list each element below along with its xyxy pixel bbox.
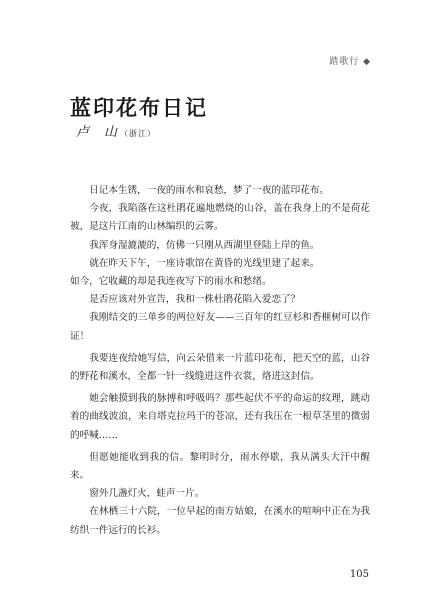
- paragraph: 在林栖三十六院，一位早起的南方姑娘，在溪水的喧响中正在为我纺织一件远行的长衫。: [70, 506, 370, 536]
- author-line: [76, 121, 156, 140]
- paragraph: 今夜，我陷落在这杜鹃花遍地燃烧的山谷，盖在我身上的不是荷花被，是这片江南的山林编织的云雾。: [70, 203, 370, 233]
- paragraph: 但愿她能收到我的信。黎明时分，雨水停歇，我从满头大汗中醒来。: [70, 451, 370, 482]
- paragraph: 日记本生锈，一夜的雨水和哀愁，梦了一夜的蓝印花布。: [89, 185, 330, 196]
- paragraph: 如今，它收藏的却是我连夜写下的雨水和愁绪。: [70, 276, 272, 288]
- article-body: [70, 182, 370, 540]
- article-title: 蓝印花布日记: [70, 95, 208, 120]
- author-region: （浙江）: [120, 129, 157, 138]
- running-header: 踏歌行 ◆: [329, 57, 371, 67]
- paragraph: 窗外几盏灯火，蛙声一片。: [89, 488, 205, 500]
- page-number: 105: [349, 569, 369, 580]
- paragraph: 就在昨天下午，一座诗歌馆在黄昏的光线里建了起来。: [89, 257, 320, 269]
- paragraph: 她会触摸到我的脉搏和呼吸吗？那些起伏不平的命运的纹理，跳动着的曲线波浪，来自塔克拉玛干的苍凉，还有我压在一根草茎里的微弱的呼喊……: [70, 393, 370, 441]
- paragraph: 我刚结交的三单乡的两位好友——三百年的红豆杉和香榧树可以作证！: [70, 312, 370, 342]
- paragraph: 是否应该对外宣告，我和一株杜鹃花陷入爱恋了？: [89, 294, 301, 306]
- paragraph: 我浑身湿漉漉的，仿佛一只刚从西湖里登陆上岸的鱼。: [89, 239, 320, 251]
- author-name: 卢 山: [76, 125, 119, 140]
- paragraph: 我要连夜给她写信，向云朵借来一片蓝印花布，把天空的蓝，山谷的野花和溪水，全都一针一线缝进这件衣裳，烙进这封信。: [70, 352, 370, 383]
